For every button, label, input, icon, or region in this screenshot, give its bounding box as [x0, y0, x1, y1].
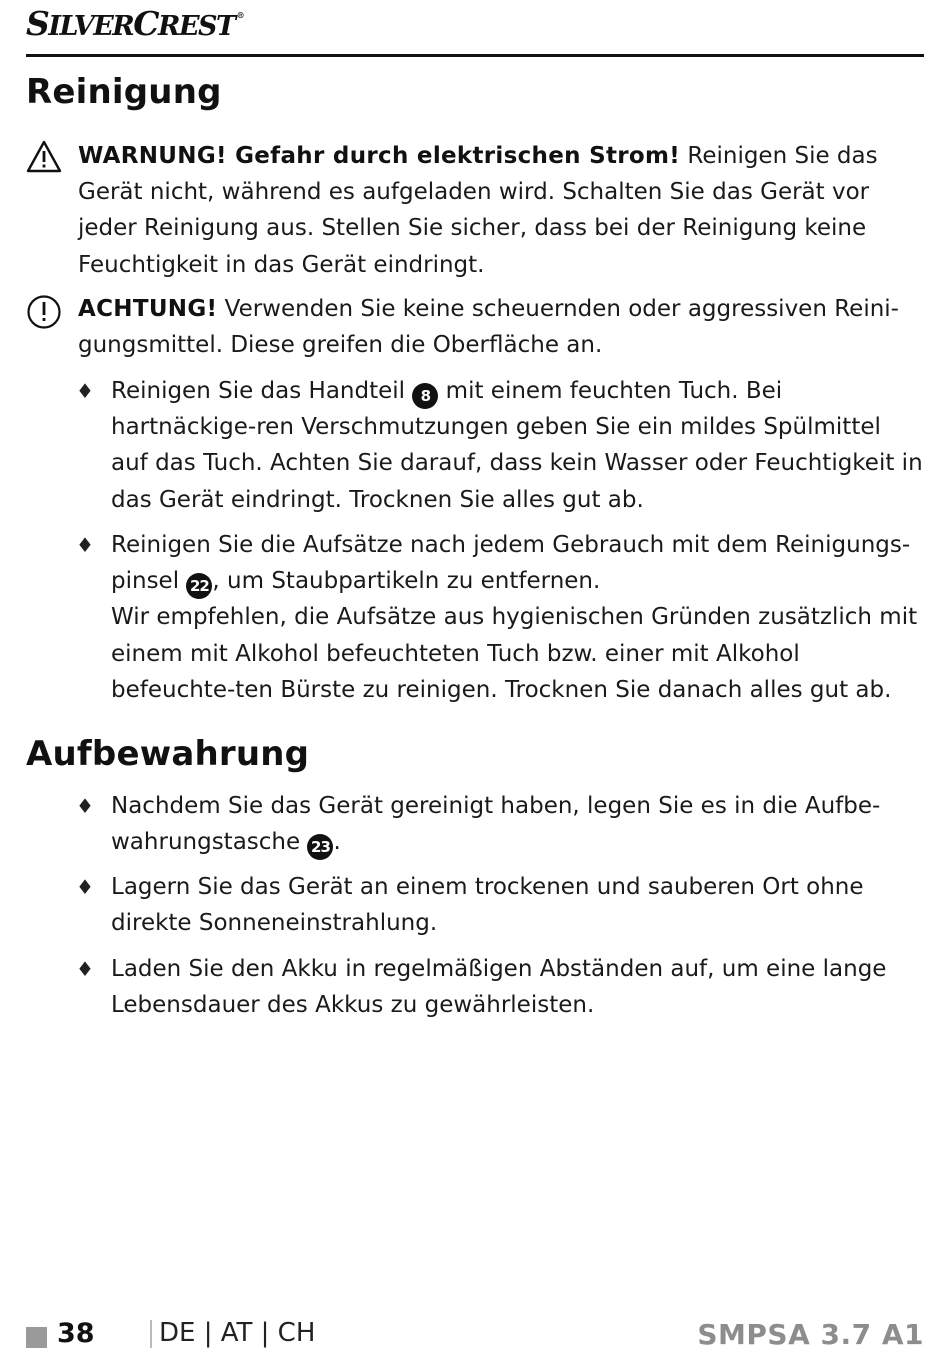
part-number-badge: 23: [307, 834, 333, 860]
list-item: ♦ Reinigen Sie das Handteil 8 mit einem feuchten Tuch. Bei hartnäckige-ren Verschmutzungen geben Sie ein mildes Spülmittel auf das Tuch. Achten Sie darauf, dass kein Wasser oder Feuchtigkeit in das Gerät eindringt. Trocknen Sie alles gut ab.: [76, 373, 924, 518]
diamond-bullet-icon: ♦: [76, 875, 94, 899]
model-number: SMPSA 3.7 A1: [697, 1318, 924, 1351]
list-item: ♦ Reinigen Sie die Aufsätze nach jedem Gebrauch mit dem Reinigungs-pinsel 22 , um Staubpartikeln zu entfernen. Wir empfehlen, die Aufsätze aus hygienischen Gründen zusätzlich mit einem mit Alkohol befeuchteten Tuch bzw. einer mit Alkohol befeuchte-ten Bürste zu reinigen. Trocknen Sie danach alles gut ab.: [76, 527, 924, 708]
warning-triangle-icon: [26, 139, 62, 175]
list-item: ♦ Laden Sie den Akku in regelmäßigen Abständen auf, um eine lange Lebensdauer des Akkus zu gewährleisten.: [76, 951, 924, 1023]
warning-label: WARNUNG! Gefahr durch elektrischen Strom!: [78, 143, 681, 169]
country-codes: DE | AT | CH: [159, 1318, 316, 1348]
warning-text: Reinigen Sie das Gerät nicht, während es aufgeladen wird. Schalten Sie das Gerät vor jeder Reinigung aus. Stellen Sie sicher, dass bei der Reinigung keine Feuchtigkeit in das Gerät eindringt.: [78, 143, 878, 278]
caution-label: ACHTUNG!: [78, 296, 218, 322]
caution-note: [78, 291, 924, 363]
part-number-badge: 22: [186, 573, 212, 599]
footer-divider: [150, 1320, 152, 1348]
part-number-badge: 8: [412, 383, 438, 409]
page-footer: [26, 1318, 924, 1358]
warning-note: [78, 138, 924, 283]
footer-square-icon: [26, 1327, 47, 1348]
section-title-aufbewahrung: Aufbewahrung: [26, 734, 310, 774]
page-number: 38: [57, 1318, 95, 1349]
list-item: ♦ Nachdem Sie das Gerät gereinigt haben, legen Sie es in die Aufbe-wahrungstasche 23 .: [76, 788, 924, 860]
header-rule: [26, 54, 924, 57]
diamond-bullet-icon: ♦: [76, 794, 94, 818]
caution-exclamation-icon: [26, 294, 62, 330]
brand-logo: SILVERCREST ®: [26, 4, 244, 43]
diamond-bullet-icon: ♦: [76, 957, 94, 981]
section-title-reinigung: Reinigung: [26, 72, 222, 112]
caution-text: Verwenden Sie keine scheuernden oder aggressiven Reini-gungsmittel. Diese greifen die Oberfläche an.: [78, 296, 899, 359]
diamond-bullet-icon: ♦: [76, 533, 94, 557]
diamond-bullet-icon: ♦: [76, 379, 94, 403]
list-item: ♦ Lagern Sie das Gerät an einem trockenen und sauberen Ort ohne direkte Sonneneinstrahlung.: [76, 869, 924, 941]
